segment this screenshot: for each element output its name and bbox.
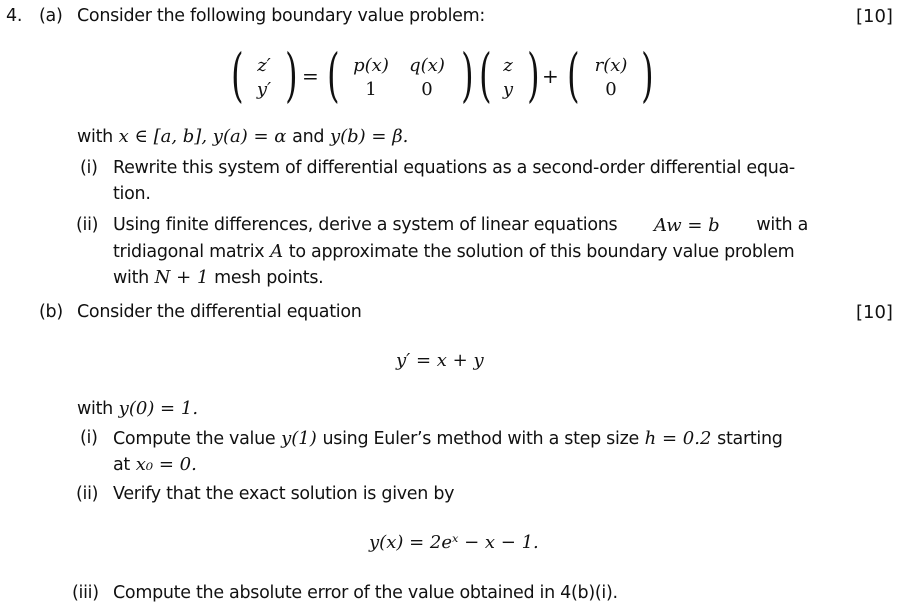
plus-sign: +: [542, 64, 559, 88]
part-a-item-i-label: (i): [80, 158, 98, 178]
differential-equation: y′ = x + y: [396, 350, 484, 371]
part-b-item-i-text: at x₀ = 0.: [113, 454, 197, 475]
part-a-label: (a): [39, 6, 63, 26]
right-paren: ): [285, 41, 298, 109]
part-a-item-ii-text: Using finite differences, derive a system of linear equations Aw = b with a: [113, 215, 808, 236]
left-paren: (: [567, 41, 580, 109]
part-a-item-i-text: Rewrite this system of differential equations as a second-order differential equa-: [113, 158, 795, 178]
part-a-item-i-text: tion.: [113, 184, 151, 204]
left-paren: (: [231, 41, 244, 109]
part-a-item-ii-label: (ii): [76, 215, 99, 235]
right-paren: ): [461, 41, 474, 109]
rhs-vector: r(x) 0: [594, 55, 628, 100]
part-b-item-i-text: Compute the value y(1) using Euler’s method with a step size h = 0.2 starting: [113, 428, 783, 449]
left-paren: (: [479, 41, 492, 109]
exact-solution: y(x) = 2eˣ − x − 1.: [369, 532, 539, 553]
right-paren: ): [641, 41, 654, 109]
part-b-intro: Consider the differential equation: [77, 302, 362, 322]
part-a-intro: Consider the following boundary value problem:: [77, 6, 485, 26]
part-b-marks: [10]: [856, 302, 893, 323]
part-b-item-i-label: (i): [80, 428, 98, 448]
part-b-item-iii-text: Compute the absolute error of the value obtained in 4(b)(i).: [113, 583, 618, 603]
coefficient-matrix-col2: q(x) 0: [409, 55, 445, 100]
part-a-marks: [10]: [856, 6, 893, 27]
state-vector: z y: [502, 55, 514, 100]
part-b-item-iii-label: (iii): [72, 583, 99, 603]
left-paren: (: [327, 41, 340, 109]
part-b-label: (b): [39, 302, 63, 322]
part-a-item-ii-text: with N + 1 mesh points.: [113, 267, 324, 288]
question-number: 4.: [6, 6, 23, 26]
equals-sign: =: [302, 64, 319, 88]
part-b-item-ii-label: (ii): [76, 484, 99, 504]
coefficient-matrix-col1: p(x) 1: [353, 55, 389, 100]
right-paren: ): [527, 41, 540, 109]
part-a-item-ii-text: tridiagonal matrix A to approximate the solution of this boundary value problem: [113, 241, 795, 262]
lhs-vector: z′ y′: [256, 55, 272, 100]
part-b-item-ii-text: Verify that the exact solution is given by: [113, 484, 455, 504]
boundary-conditions: with x ∈ [a, b], y(a) = α and y(b) = β.: [77, 126, 409, 147]
initial-condition: with y(0) = 1.: [77, 398, 199, 419]
